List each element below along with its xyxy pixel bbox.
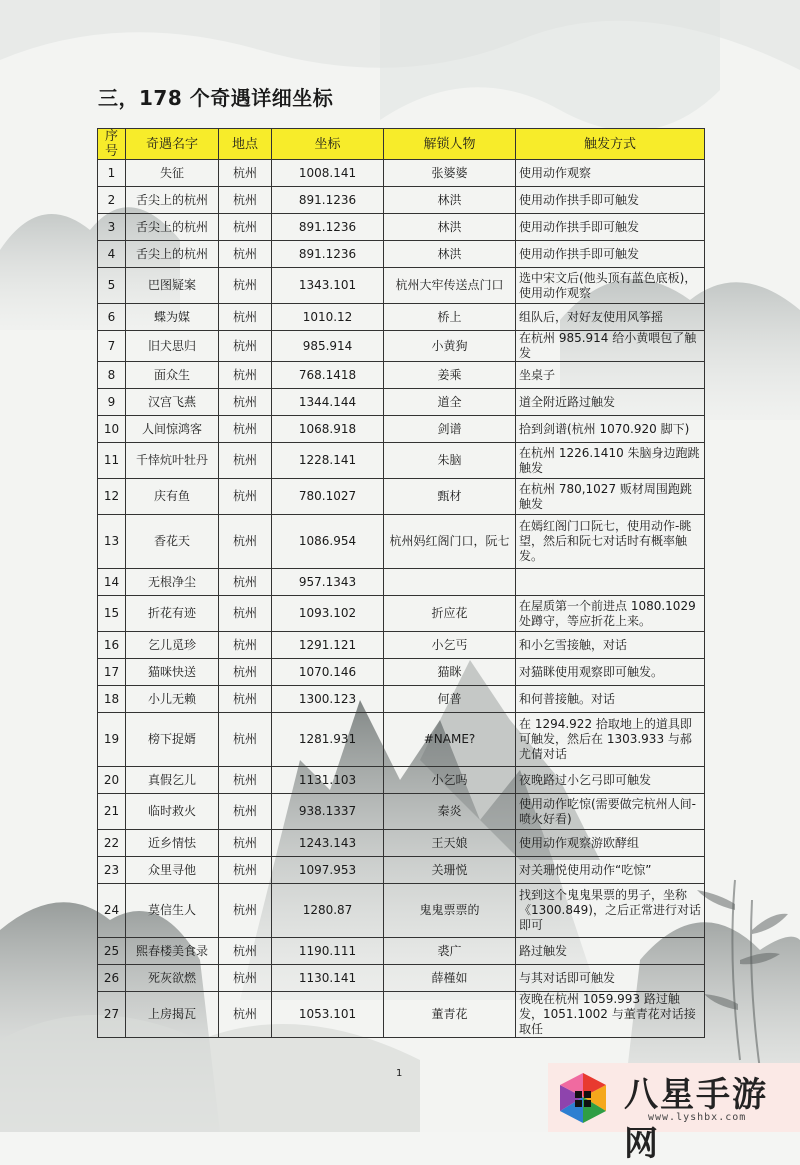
table-row [98,965,705,992]
row-index-cell: 8 [98,362,126,389]
row-index-cell: 9 [98,389,126,416]
npc-cell: 林洪 [384,241,516,268]
place-cell: 杭州 [219,596,272,632]
encounter-name-cell: 熙春楼美食录 [126,938,219,965]
row-index-cell: 15 [98,596,126,632]
row-index-cell: 19 [98,713,126,767]
coordinate-cell: 891.1236 [272,187,384,214]
coordinate-cell: 1053.101 [272,992,384,1038]
row-index-cell: 6 [98,304,126,331]
row-index-cell: 22 [98,830,126,857]
place-cell: 杭州 [219,304,272,331]
encounter-name-cell: 上房揭瓦 [126,992,219,1038]
encounter-name-cell: 人间惊鸿客 [126,416,219,443]
trigger-method-cell: 对猫眯使用观察即可触发。 [516,659,705,686]
encounter-name-cell: 舌尖上的杭州 [126,214,219,241]
npc-cell: 王天娘 [384,830,516,857]
trigger-method-cell: 夜晚在杭州 1059.993 路过触发，1051.1002 与董青花对话接取任 [516,992,705,1038]
npc-cell: 裘广 [384,938,516,965]
coordinate-cell: 1093.102 [272,596,384,632]
trigger-method-cell [516,569,705,596]
table-row [98,596,705,632]
coordinate-cell: 1291.121 [272,632,384,659]
encounter-name-cell: 莫信生人 [126,884,219,938]
encounter-name-cell: 蝶为媒 [126,304,219,331]
npc-cell: 桥上 [384,304,516,331]
encounter-name-cell: 猫咪快送 [126,659,219,686]
table-row [98,362,705,389]
npc-cell: 关珊悦 [384,857,516,884]
row-index-cell: 7 [98,331,126,362]
trigger-method-cell: 组队后，对好友使用风筝摇 [516,304,705,331]
table-row [98,515,705,569]
trigger-method-cell: 坐桌子 [516,362,705,389]
encounter-name-cell: 无根净尘 [126,569,219,596]
place-cell: 杭州 [219,992,272,1038]
trigger-method-cell: 选中宋文后(他头顶有蓝色底板)，使用动作观察 [516,268,705,304]
site-watermark-logo [548,1063,800,1164]
place-cell: 杭州 [219,214,272,241]
table-row [98,389,705,416]
trigger-method-cell: 使用动作观察游欧酵组 [516,830,705,857]
trigger-method-cell: 和何普接触。对话 [516,686,705,713]
table-row [98,443,705,479]
trigger-method-cell: 夜晚路过小乞弓即可触发 [516,767,705,794]
coordinate-cell: 1343.101 [272,268,384,304]
column-header-npc: 解锁人物 [384,129,516,160]
encounter-name-cell: 近乡情怯 [126,830,219,857]
coordinate-cell: 1097.953 [272,857,384,884]
encounter-name-cell: 舌尖上的杭州 [126,241,219,268]
trigger-method-cell: 拾到剑谱(杭州 1070.920 脚下) [516,416,705,443]
row-index-cell: 1 [98,160,126,187]
table-row [98,268,705,304]
row-index-cell: 12 [98,479,126,515]
place-cell: 杭州 [219,389,272,416]
row-index-cell: 23 [98,857,126,884]
trigger-method-cell: 使用动作拱手即可触发 [516,187,705,214]
encounter-name-cell: 失征 [126,160,219,187]
trigger-method-cell: 道全附近路过触发 [516,389,705,416]
table-row [98,331,705,362]
npc-cell [384,569,516,596]
coordinate-cell: 1068.918 [272,416,384,443]
trigger-method-cell: 使用动作吃惊(需要做完杭州人间-喷火好看) [516,794,705,830]
encounter-name-cell: 香花天 [126,515,219,569]
row-index-cell: 3 [98,214,126,241]
npc-cell: #NAME? [384,713,516,767]
npc-cell: 甄材 [384,479,516,515]
coordinate-cell: 891.1236 [272,214,384,241]
coordinate-cell: 891.1236 [272,241,384,268]
table-row [98,241,705,268]
row-index-cell: 17 [98,659,126,686]
column-header-trigger: 触发方式 [516,129,705,160]
trigger-method-cell: 在杭州 780,1027 贩材周围跑跳触发 [516,479,705,515]
column-header-index: 序号 [98,129,126,160]
coordinate-cell: 1070.146 [272,659,384,686]
coordinate-cell: 1130.141 [272,965,384,992]
npc-cell: 剑谱 [384,416,516,443]
table-row [98,479,705,515]
trigger-method-cell: 对关珊悦使用动作“吃惊” [516,857,705,884]
trigger-method-cell: 在杭州 1226.1410 朱脑身边跑跳触发 [516,443,705,479]
coordinate-cell: 768.1418 [272,362,384,389]
row-index-cell: 25 [98,938,126,965]
npc-cell: 小乞吗 [384,767,516,794]
row-index-cell: 10 [98,416,126,443]
encounter-name-cell: 乞儿觅珍 [126,632,219,659]
npc-cell: 薛槿如 [384,965,516,992]
coordinate-cell: 1300.123 [272,686,384,713]
brand-name: 八星手游网 [624,1075,768,1164]
table-row [98,569,705,596]
column-header-place: 地点 [219,129,272,160]
place-cell: 杭州 [219,187,272,214]
table-row [98,686,705,713]
npc-cell: 杭州大牢传送点门口 [384,268,516,304]
row-index-cell: 26 [98,965,126,992]
table-row [98,767,705,794]
trigger-method-cell: 在 1294.922 拾取地上的道具即可触发，然后在 1303.933 与郝尤倩对话 [516,713,705,767]
trigger-method-cell: 在杭州 985.914 给小黄喂包了触发 [516,331,705,362]
column-header-name: 奇遇名字 [126,129,219,160]
table-row [98,992,705,1038]
coordinate-cell: 1008.141 [272,160,384,187]
place-cell: 杭州 [219,713,272,767]
npc-cell: 小黄狗 [384,331,516,362]
coordinate-cell: 1010.12 [272,304,384,331]
encounter-name-cell: 榜下捉婿 [126,713,219,767]
encounter-name-cell: 小儿无赖 [126,686,219,713]
coordinate-cell: 985.914 [272,331,384,362]
place-cell: 杭州 [219,965,272,992]
coordinate-cell: 1086.954 [272,515,384,569]
npc-cell: 鬼鬼票票的 [384,884,516,938]
encounter-name-cell: 面众生 [126,362,219,389]
trigger-method-cell: 与其对话即可触发 [516,965,705,992]
npc-cell: 秦炎 [384,794,516,830]
place-cell: 杭州 [219,416,272,443]
encounter-name-cell: 千悻炕叶牡丹 [126,443,219,479]
coordinate-cell: 780.1027 [272,479,384,515]
row-index-cell: 16 [98,632,126,659]
npc-cell: 林洪 [384,214,516,241]
row-index-cell: 21 [98,794,126,830]
trigger-method-cell: 在嫣红阁门口阮七，使用动作-眺望，然后和阮七对话时有概率触发。 [516,515,705,569]
row-index-cell: 18 [98,686,126,713]
place-cell: 杭州 [219,515,272,569]
encounter-name-cell: 死灰欲燃 [126,965,219,992]
column-header-coordinate: 坐标 [272,129,384,160]
coordinate-cell: 938.1337 [272,794,384,830]
table-row [98,632,705,659]
npc-cell: 猫眯 [384,659,516,686]
encounter-name-cell: 庆有鱼 [126,479,219,515]
coordinate-cell: 957.1343 [272,569,384,596]
place-cell: 杭州 [219,362,272,389]
encounter-name-cell: 旧犬思归 [126,331,219,362]
place-cell: 杭州 [219,884,272,938]
table-header-row [98,129,705,160]
encounter-name-cell: 汉宫飞燕 [126,389,219,416]
npc-cell: 姜乘 [384,362,516,389]
table-row [98,713,705,767]
npc-cell: 张婆婆 [384,160,516,187]
place-cell: 杭州 [219,331,272,362]
encounter-name-cell: 巴图疑案 [126,268,219,304]
row-index-cell: 27 [98,992,126,1038]
npc-cell: 小乞丐 [384,632,516,659]
row-index-cell: 11 [98,443,126,479]
place-cell: 杭州 [219,632,272,659]
place-cell: 杭州 [219,659,272,686]
trigger-method-cell: 使用动作拱手即可触发 [516,214,705,241]
section-heading: 三，178 个奇遇详细坐标 [98,86,334,110]
place-cell: 杭州 [219,686,272,713]
coordinate-cell: 1280.87 [272,884,384,938]
page-number: 1 [396,1068,403,1079]
table-row [98,187,705,214]
table-row [98,304,705,331]
place-cell: 杭州 [219,767,272,794]
npc-cell: 林洪 [384,187,516,214]
place-cell: 杭州 [219,443,272,479]
row-index-cell: 4 [98,241,126,268]
npc-cell: 董青花 [384,992,516,1038]
encounter-name-cell: 众里寻他 [126,857,219,884]
coordinate-cell: 1243.143 [272,830,384,857]
row-index-cell: 2 [98,187,126,214]
coordinate-cell: 1281.931 [272,713,384,767]
row-index-cell: 24 [98,884,126,938]
coordinate-cell: 1344.144 [272,389,384,416]
table-row [98,884,705,938]
place-cell: 杭州 [219,857,272,884]
place-cell: 杭州 [219,569,272,596]
table-row [98,938,705,965]
encounter-name-cell: 临时救火 [126,794,219,830]
table-row [98,416,705,443]
encounter-coordinates-table [97,128,705,1038]
encounter-name-cell: 舌尖上的杭州 [126,187,219,214]
npc-cell: 何普 [384,686,516,713]
table-row [98,857,705,884]
trigger-method-cell: 找到这个鬼鬼果票的男子，坐称《1300.849)，之后正常进行对话即可 [516,884,705,938]
table-row [98,659,705,686]
place-cell: 杭州 [219,479,272,515]
place-cell: 杭州 [219,268,272,304]
place-cell: 杭州 [219,241,272,268]
npc-cell: 道全 [384,389,516,416]
coordinate-cell: 1131.103 [272,767,384,794]
trigger-method-cell: 路过触发 [516,938,705,965]
trigger-method-cell: 使用动作观察 [516,160,705,187]
row-index-cell: 20 [98,767,126,794]
coordinate-cell: 1228.141 [272,443,384,479]
place-cell: 杭州 [219,794,272,830]
npc-cell: 杭州妈红阁门口，阮七 [384,515,516,569]
table-row [98,794,705,830]
trigger-method-cell: 和小乞雪接触，对话 [516,632,705,659]
place-cell: 杭州 [219,938,272,965]
coordinate-cell: 1190.111 [272,938,384,965]
trigger-method-cell: 使用动作拱手即可触发 [516,241,705,268]
brand-logo-icon [554,1069,612,1127]
npc-cell: 折应花 [384,596,516,632]
place-cell: 杭州 [219,160,272,187]
place-cell: 杭州 [219,830,272,857]
table-row [98,214,705,241]
encounter-name-cell: 折花有迹 [126,596,219,632]
row-index-cell: 14 [98,569,126,596]
table-row [98,830,705,857]
encounter-name-cell: 真假乞儿 [126,767,219,794]
table-row [98,160,705,187]
row-index-cell: 13 [98,515,126,569]
npc-cell: 朱脑 [384,443,516,479]
row-index-cell: 5 [98,268,126,304]
trigger-method-cell: 在屋质第一个前进点 1080.1029 处蹲守，等应折花上来。 [516,596,705,632]
brand-url: www.lyshbx.com [648,1112,747,1123]
